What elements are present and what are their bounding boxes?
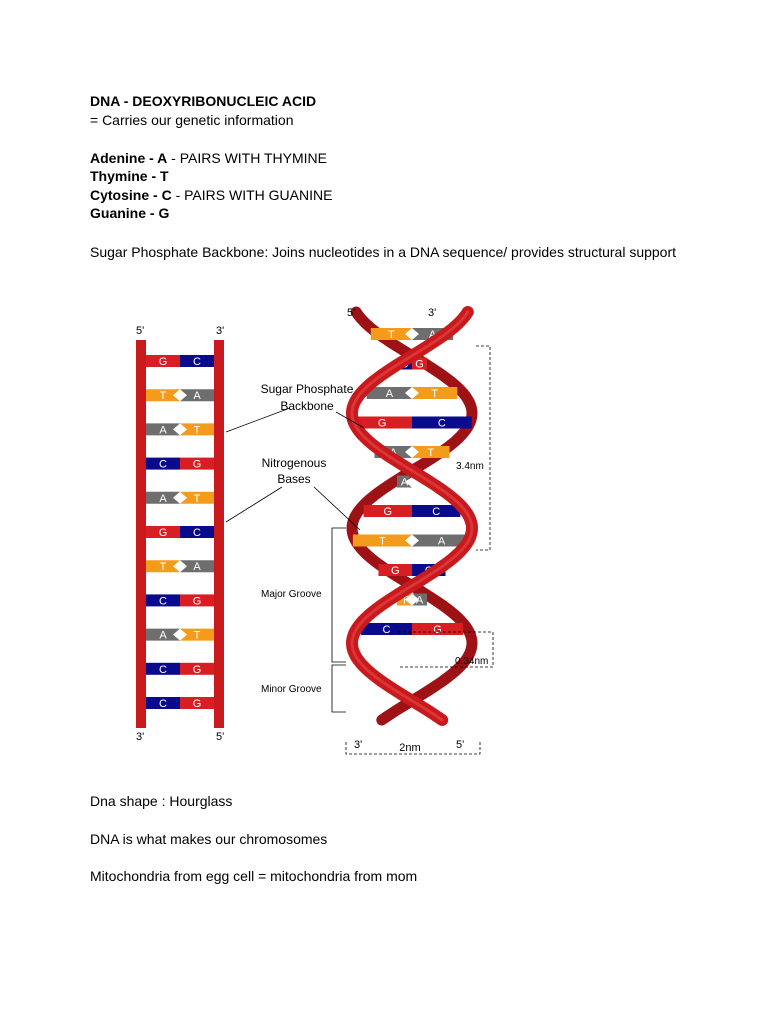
label-pitch: 3.4nm	[456, 461, 484, 472]
ladder-base-pair	[146, 526, 214, 539]
base-letter-T: T	[193, 424, 201, 437]
base-letter-C: C	[424, 565, 433, 577]
base-letter-C: C	[159, 458, 167, 471]
base-letter-T: T	[379, 535, 386, 548]
base-letter-G: G	[390, 565, 400, 577]
backbone-description: Sugar Phosphate Backbone: Joins nucleotides in a DNA sequence/ provides structural support	[90, 244, 677, 260]
base-letter-G: G	[433, 624, 442, 636]
base-letter-G: G	[377, 417, 387, 430]
page-subtitle: = Carries our genetic information	[90, 112, 294, 128]
page-title: DNA - DEOXYRIBONUCLEIC ACID	[90, 93, 317, 109]
ladder-bottom-right-label: 5'	[216, 731, 225, 743]
ladder-base-pair	[146, 560, 214, 573]
helix-top-right-label: 3'	[428, 307, 437, 319]
base-letter-G: G	[383, 506, 393, 518]
helix-base-pair	[367, 387, 458, 400]
base-letter-T: T	[193, 492, 201, 505]
base-letter-T: T	[193, 629, 201, 642]
ladder-top-left-label: 5'	[136, 325, 145, 337]
base-adenine	[90, 149, 327, 167]
ladder-base-pair	[146, 423, 214, 436]
ladder-top-right-label: 3'	[216, 325, 225, 337]
dna-diagram	[0, 290, 768, 760]
base-letter-A: A	[159, 629, 167, 642]
ladder-base-pair	[146, 389, 214, 402]
base-guanine	[90, 204, 169, 222]
ladder-base-pair	[146, 629, 214, 642]
base-letter-A: A	[193, 390, 201, 403]
base-letter-G: G	[192, 663, 202, 676]
note-mitochondria: Mitochondria from egg cell = mitochondria from mom	[90, 868, 418, 884]
base-letter-G: G	[192, 458, 202, 471]
base-letter-A: A	[159, 492, 167, 505]
base-letter-A: A	[193, 561, 201, 574]
label-sugar-phosphate-backbone: Sugar Phosphate	[260, 382, 354, 396]
base-letter-A: A	[428, 329, 437, 341]
base-name: Guanine - G	[90, 205, 170, 221]
ladder-bottom-left-label: 3'	[136, 731, 145, 743]
base-letter-A: A	[437, 535, 446, 548]
minor-groove-bracket	[332, 665, 346, 712]
base-letter-T: T	[159, 561, 167, 574]
helix-base-pair	[352, 417, 472, 430]
base-letter-A: A	[400, 476, 409, 489]
leader-line-bases-helix	[314, 487, 360, 530]
ladder-base-pair	[146, 697, 214, 710]
base-letter-A: A	[385, 388, 394, 400]
label-major-groove: Major Groove	[261, 589, 322, 600]
base-letter-C: C	[193, 356, 201, 368]
base-letter-A: A	[389, 447, 397, 459]
label-width: 2nm	[399, 742, 421, 754]
base-letter-G: G	[192, 698, 202, 710]
leader-line-backbone-ladder	[226, 408, 290, 432]
ladder-base-pair	[146, 663, 214, 676]
base-letter-T: T	[388, 329, 395, 341]
ladder-backbone-left	[136, 340, 146, 728]
base-letter-A: A	[159, 424, 167, 437]
base-letter-G: G	[415, 358, 424, 371]
ladder-base-pair	[146, 355, 214, 368]
base-letter-C: C	[159, 595, 167, 608]
helix-top-left-label: 5'	[347, 307, 356, 319]
base-name: Thymine - T	[90, 168, 169, 184]
base-letter-T: T	[401, 594, 408, 607]
helix-bottom-right-label: 5'	[456, 739, 465, 751]
base-thymine	[90, 167, 169, 185]
dna-ladder	[136, 325, 224, 743]
label-backbone: Backbone	[280, 399, 334, 413]
label-bases: Bases	[277, 472, 311, 486]
base-letter-T: T	[159, 390, 167, 403]
label-minor-groove: Minor Groove	[261, 684, 322, 695]
leader-line-bases-ladder	[226, 487, 282, 522]
pitch-bracket	[476, 346, 490, 550]
base-letter-C: C	[159, 698, 167, 710]
ladder-backbone-right	[214, 340, 224, 728]
base-letter-A: A	[415, 594, 424, 607]
label-rise: 0.34nm	[455, 656, 489, 667]
note-chromosomes: DNA is what makes our chromosomes	[90, 831, 328, 847]
base-cytosine	[90, 186, 332, 204]
major-groove-bracket	[332, 528, 346, 662]
base-letter-C: C	[382, 624, 391, 636]
base-note: - PAIRS WITH THYMINE	[167, 150, 327, 166]
base-name: Cytosine - C	[90, 187, 172, 203]
base-note: - PAIRS WITH GUANINE	[171, 187, 333, 203]
base-letter-C: C	[400, 358, 409, 371]
helix-base-pair	[361, 623, 463, 636]
base-letter-G: G	[192, 595, 202, 608]
base-name: Adenine - A	[90, 150, 168, 166]
base-letter-G: G	[158, 356, 168, 368]
ladder-base-pair	[146, 458, 214, 471]
base-letter-C: C	[437, 417, 446, 430]
label-nitrogenous: Nitrogenous	[261, 456, 327, 470]
base-letter-C: C	[432, 506, 441, 518]
base-letter-T: T	[431, 388, 439, 400]
helix-bottom-left-label: 3'	[354, 739, 363, 751]
helix-base-pair	[364, 505, 461, 518]
base-letter-T: T	[427, 447, 435, 459]
base-letter-C: C	[193, 527, 201, 539]
note-shape: Dna shape : Hourglass	[90, 793, 233, 809]
dna-helix	[347, 307, 472, 751]
ladder-base-pair	[146, 492, 214, 505]
base-letter-C: C	[159, 663, 167, 676]
base-letter-G: G	[158, 527, 168, 539]
helix-base-pair	[353, 535, 471, 548]
ladder-base-pair	[146, 594, 214, 607]
